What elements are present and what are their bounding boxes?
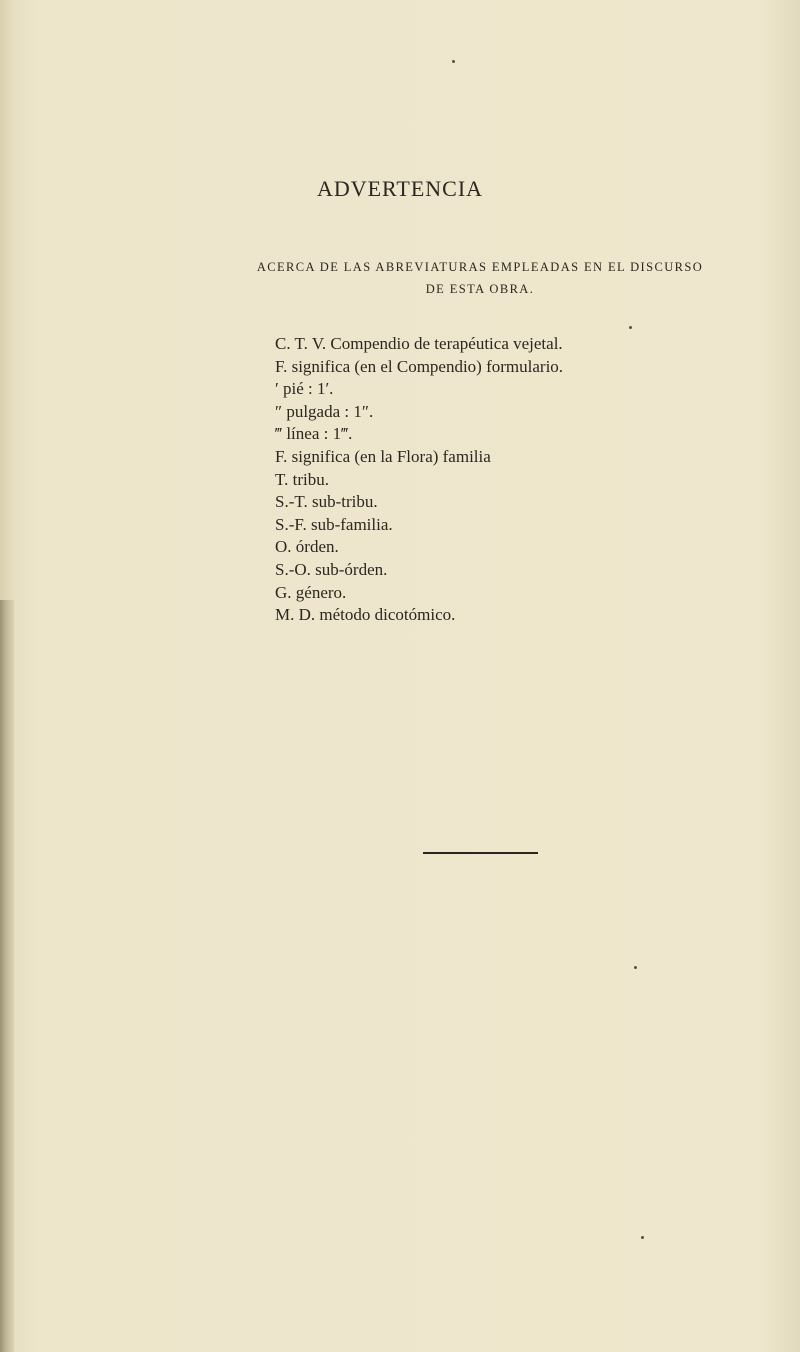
abbreviation-entry: M. D. método dicotómico.	[275, 605, 456, 625]
subtitle-line-1: ACERCA DE LAS ABREVIATURAS EMPLEADAS EN EL DISCURSO	[256, 260, 704, 274]
abbreviation-entry: C. T. V. Compendio de terapéutica vejetal.	[275, 334, 563, 353]
page-gutter-shadow	[0, 600, 14, 1352]
abbreviation-list	[275, 333, 775, 627]
paper-speck	[452, 60, 455, 63]
abbreviation-entry: ′ pié : 1′.	[275, 379, 334, 399]
closing-rule	[423, 852, 538, 854]
abbreviation-entry: S.-O. sub-órden.	[275, 559, 388, 579]
paper-speck	[634, 966, 637, 969]
abbreviation-entry: G. género.	[275, 582, 347, 602]
abbreviation-entry: O. órden.	[275, 537, 339, 557]
abbreviation-entry: S.-T. sub-tribu.	[275, 492, 378, 512]
subtitle-line-2: DE ESTA OBRA.	[425, 282, 535, 296]
paper-speck	[641, 1236, 644, 1239]
abbreviation-entry: F. significa (en la Flora) familia	[275, 446, 491, 466]
page-title: ADVERTENCIA	[316, 176, 484, 201]
abbreviation-entry: T. tribu.	[275, 469, 329, 489]
abbreviation-entry: F. significa (en el Compendio) formulario.	[275, 356, 564, 376]
abbreviation-entry: S.-F. sub-familia.	[275, 514, 393, 534]
paper-speck	[629, 326, 632, 329]
abbreviation-entry: ″ pulgada : 1″.	[275, 401, 374, 421]
page-subtitle	[160, 256, 800, 300]
abbreviation-entry: ‴ línea : 1‴.	[275, 424, 353, 444]
